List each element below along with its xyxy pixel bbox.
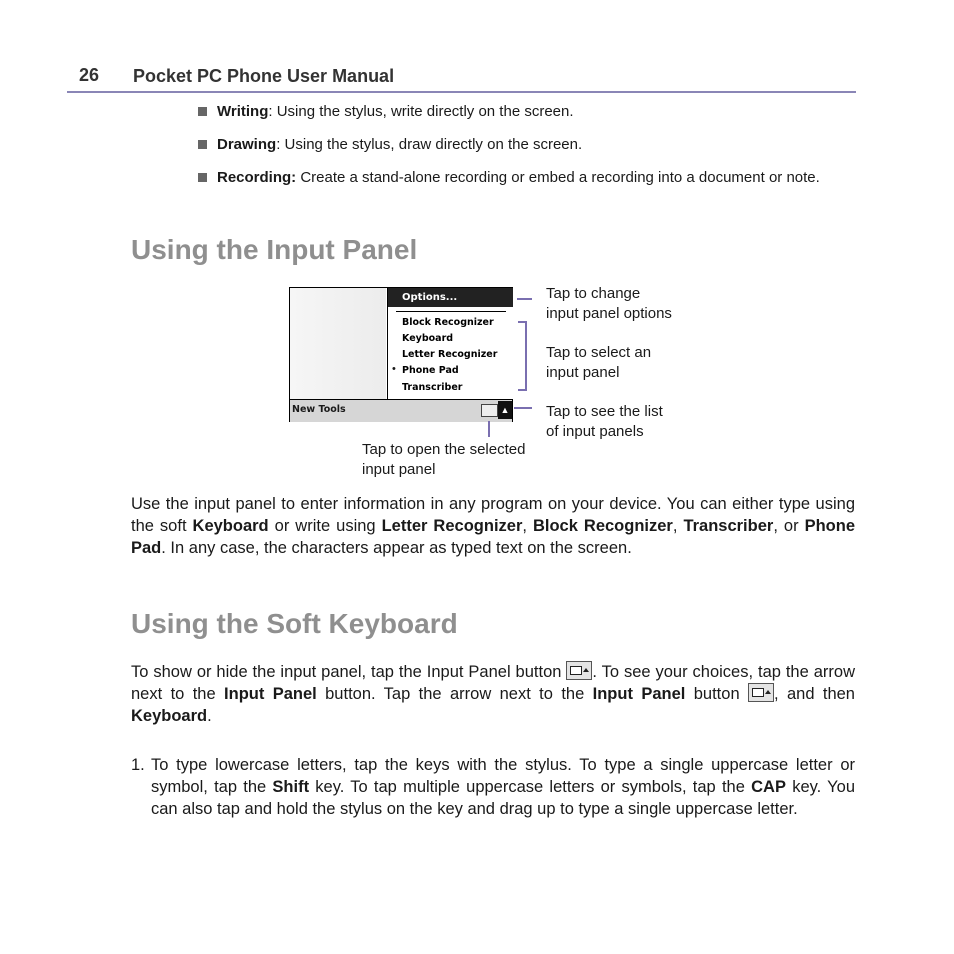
input-panel-arrow-button[interactable]: ▲ (498, 401, 512, 419)
menu-separator (396, 311, 506, 312)
callout-text: input panel (546, 364, 620, 381)
callout-text: Tap to open the selected (362, 441, 526, 458)
taskbar (290, 399, 512, 422)
bullet-term: Recording: (217, 169, 297, 186)
callout-text: Tap to change (546, 285, 641, 302)
callout-open (362, 440, 525, 480)
step-text: To type lowercase letters, tap the keys with the stylus. To type a single uppercase letter or symbol, tap the Shift key. To tap multiple uppercase letters or symbols, tap the CAP key. You can also tap and hold the stylus on the key and drag up to type a single uppercase letter. (151, 756, 855, 818)
callout-list (546, 402, 663, 442)
bullet-square-icon (198, 140, 207, 149)
bullet-square-icon (198, 107, 207, 116)
menu-item-letter-recognizer[interactable]: Letter Recognizer (402, 349, 498, 360)
bullet-text: : Using the stylus, draw directly on the screen. (276, 136, 583, 153)
callout-text: input panel (362, 461, 436, 478)
callout-line-open (488, 421, 490, 437)
callout-text: of input panels (546, 423, 644, 440)
bullet-term: Drawing (217, 136, 277, 153)
soft-keyboard-instructions: To show or hide the input panel, tap the Input Panel button . To see your choices, tap the arrow next to the Input Panel button. Tap the arrow next to the Input Panel button , and then Keyboard. (131, 663, 855, 725)
bullet-square-icon (198, 173, 207, 182)
callout-text: Tap to see the list (546, 403, 663, 420)
callout-bracket-select (525, 321, 527, 391)
bullet-term: Writing (217, 103, 269, 120)
menu-item-transcriber[interactable]: Transcriber (402, 382, 463, 393)
menu-item-keyboard[interactable]: Keyboard (402, 333, 454, 344)
menu-item-block-recognizer[interactable]: Block Recognizer (402, 317, 494, 328)
header-divider (67, 91, 856, 93)
callout-options (546, 284, 672, 324)
input-panel-menu (387, 288, 513, 399)
screen-background (290, 288, 386, 399)
input-panel-button-icon (566, 661, 592, 680)
taskbar-menu-label[interactable]: New Tools (292, 404, 346, 415)
callout-text: Tap to select an (546, 344, 652, 361)
step-number: 1. (131, 756, 145, 774)
manual-title: Pocket PC Phone User Manual (133, 66, 395, 86)
selected-bullet-icon: • (392, 363, 396, 375)
bullet-drawing (198, 135, 856, 154)
bullet-text: Create a stand-alone recording or embed a recording into a document or note. (296, 169, 820, 186)
bullet-recording (198, 168, 856, 187)
callout-text: input panel options (546, 305, 672, 322)
callout-bracket-bottom (518, 389, 526, 391)
input-panel-screenshot (289, 287, 513, 422)
page-number: 26 (79, 65, 100, 85)
input-panel-button-icon (748, 683, 774, 702)
callout-select (546, 343, 651, 383)
callout-line-list (514, 407, 532, 409)
input-panel-description: Use the input panel to enter information in any program on your device. You can either type using the soft Keyboard or write using Letter Recognizer, Block Recognizer, Transcriber, or Phone Pad. In any case, the characters appear as typed text on the screen. (131, 495, 855, 557)
bullet-text: : Using the stylus, write directly on the screen. (268, 103, 574, 120)
bullet-writing (198, 102, 856, 121)
section-heading-input-panel: Using the Input Panel (131, 234, 418, 265)
step-1 (131, 754, 855, 820)
menu-options-item[interactable]: Options... (388, 288, 513, 307)
menu-item-phone-pad[interactable]: Phone Pad (402, 365, 459, 376)
callout-bracket-top (518, 321, 526, 323)
section-heading-soft-keyboard: Using the Soft Keyboard (131, 608, 458, 639)
keyboard-icon[interactable] (481, 404, 498, 417)
callout-line-options (517, 298, 532, 300)
